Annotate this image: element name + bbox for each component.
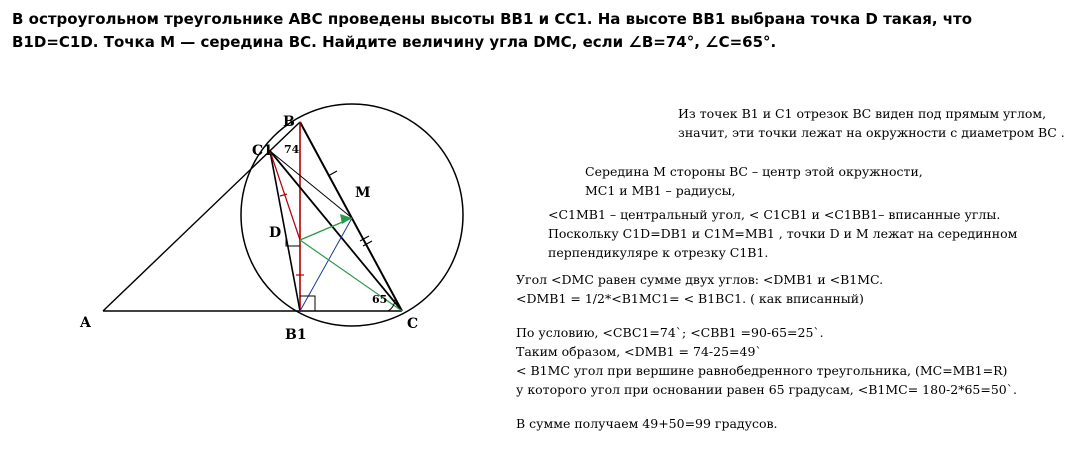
tick-bm [328,171,337,176]
label-angle-b: 74 [284,143,300,156]
note-line: Угол <DMC равен сумме двух углов: <DMB1 и <B1MC. [516,272,884,287]
note-line: В сумме получаем 49+50=99 градусов. [516,416,778,431]
note-line: <DMB1 = 1/2*<B1MC1= < B1BC1. ( как вписанный) [516,291,864,306]
note-line: значит, эти точки лежат на окружности с диаметром ВС . [678,125,1065,140]
tick-c1d [280,194,287,196]
note-line: МС1 и МВ1 – радиусы, [585,183,736,198]
note-block-5 [516,323,1017,399]
note-block-1 [678,104,1065,142]
note-line: По условию, <CBC1=74`; <CBB1 =90-65=25`. [516,325,824,340]
note-line: <C1MB1 – центральный угол, < C1CB1 и <C1BB1– вписанные углы. [548,207,1001,222]
label-c1: C1 [252,143,273,159]
note-line: < B1MC угол при вершине равнобедренного треугольника, (MC=MB1=R) [516,363,1008,378]
note-line: Таким образом, <DMB1 = 74-25=49` [516,344,762,359]
label-b1: B1 [285,327,307,343]
radius-mb1 [300,218,352,311]
label-d: D [269,225,282,241]
note-line: Середина М стороны ВС – центр этой окружности, [585,164,923,179]
altitude-cc1 [270,151,402,311]
note-line: Поскольку С1D=DB1 и С1M=MB1 , точки D и M лежат на серединном [548,226,1018,241]
note-line: у которого угол при основании равен 65 градусам, <B1MC= 180-2*65=50`. [516,382,1017,397]
note-block-2 [585,162,923,200]
label-m: M [355,185,371,201]
circumcircle [241,104,463,326]
label-angle-c: 65 [372,293,388,306]
note-line: Из точек В1 и С1 отрезок ВС виден под прямым углом, [678,106,1047,121]
note-block-4 [516,270,883,308]
note-block-6 [516,414,778,433]
problem-statement: В остроугольном треугольнике АВС проведены высоты ВВ1 и СС1. На высоте ВВ1 выбрана точка D такая, что В1D=C1D. Точка М — середина ВС. Найдите величину угла DMC, если ∠B=74°, ∠C=65°. [12,10,973,51]
note-block-3 [548,205,1017,262]
label-c: C [407,316,419,332]
radius-mc1 [270,151,352,218]
label-a: A [80,315,91,331]
note-line: перпендикуляре к отрезку С1В1. [548,245,769,260]
label-b: B [283,114,295,130]
